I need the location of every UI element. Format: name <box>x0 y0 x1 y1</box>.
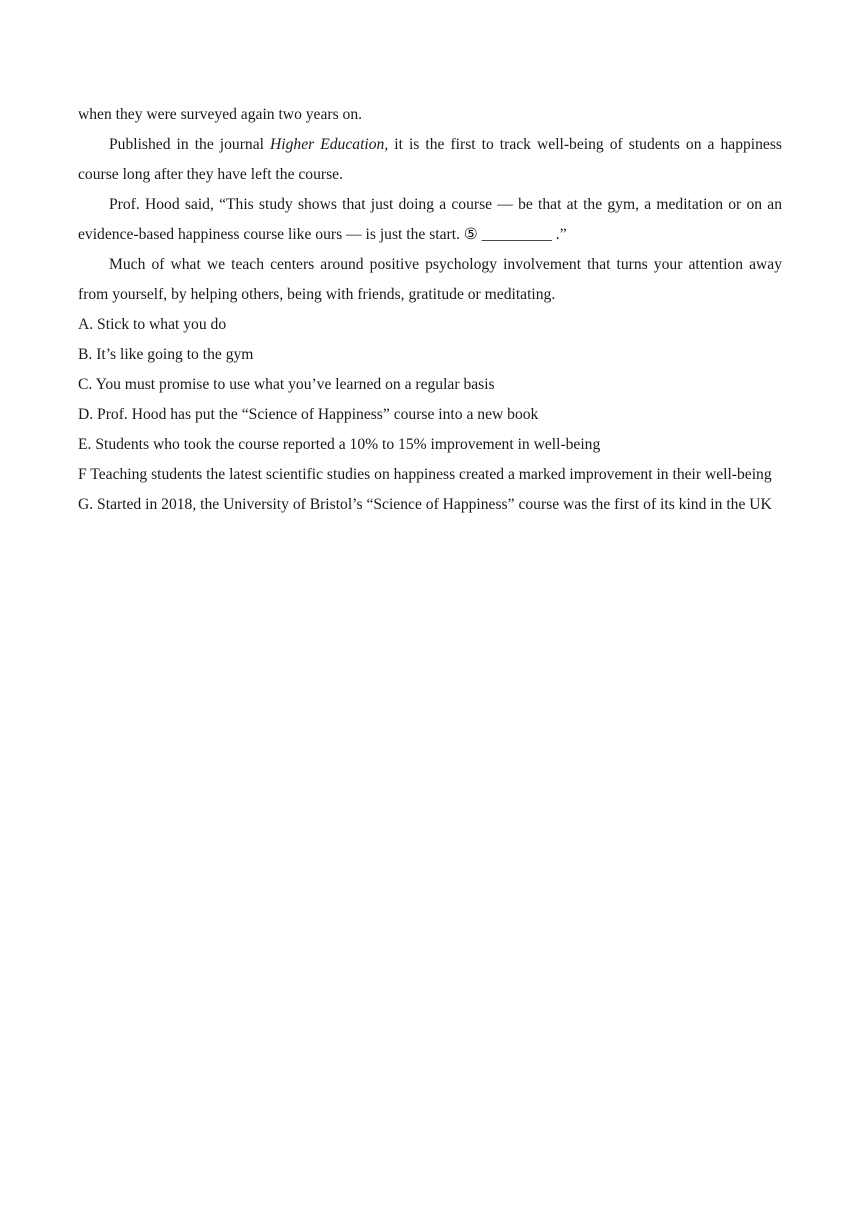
option-c: C. You must promise to use what you’ve learned on a regular basis <box>78 376 495 393</box>
option-d: D. Prof. Hood has put the “Science of Happiness” course into a new book <box>78 406 539 423</box>
document-page <box>78 100 782 520</box>
option-a: A. Stick to what you do <box>78 316 227 333</box>
paragraph-quote: Prof. Hood said, “This study shows that just doing a course — be that at the gym, a meditation or on an evidence-based happiness course like ours — is just the start. ⑤ _________ .” <box>78 196 782 243</box>
option-e: E. Students who took the course reported a 10% to 15% improvement in well-being <box>78 436 601 453</box>
answer-options <box>78 310 782 520</box>
paragraph-continuation: when they were surveyed again two years on. <box>78 106 363 123</box>
option-f: F Teaching students the latest scientific studies on happiness created a marked improvement in their well-being <box>78 466 772 483</box>
paragraph-positive-psychology: Much of what we teach centers around positive psychology involvement that turns your attention away from yourself, by helping others, being with friends, gratitude or meditating. <box>78 256 782 303</box>
paragraph-journal <box>78 130 782 190</box>
option-b: B. It’s like going to the gym <box>78 346 254 363</box>
journal-title: Higher Education <box>270 136 385 153</box>
paragraph-journal-rest: , it is the first to track well-being of students on a happiness course long after they have left the course. <box>78 136 782 183</box>
option-g: G. Started in 2018, the University of Bristol’s “Science of Happiness” course was the first of its kind in the UK <box>78 496 772 513</box>
paragraph-journal-lead: Published in the journal <box>109 136 271 153</box>
